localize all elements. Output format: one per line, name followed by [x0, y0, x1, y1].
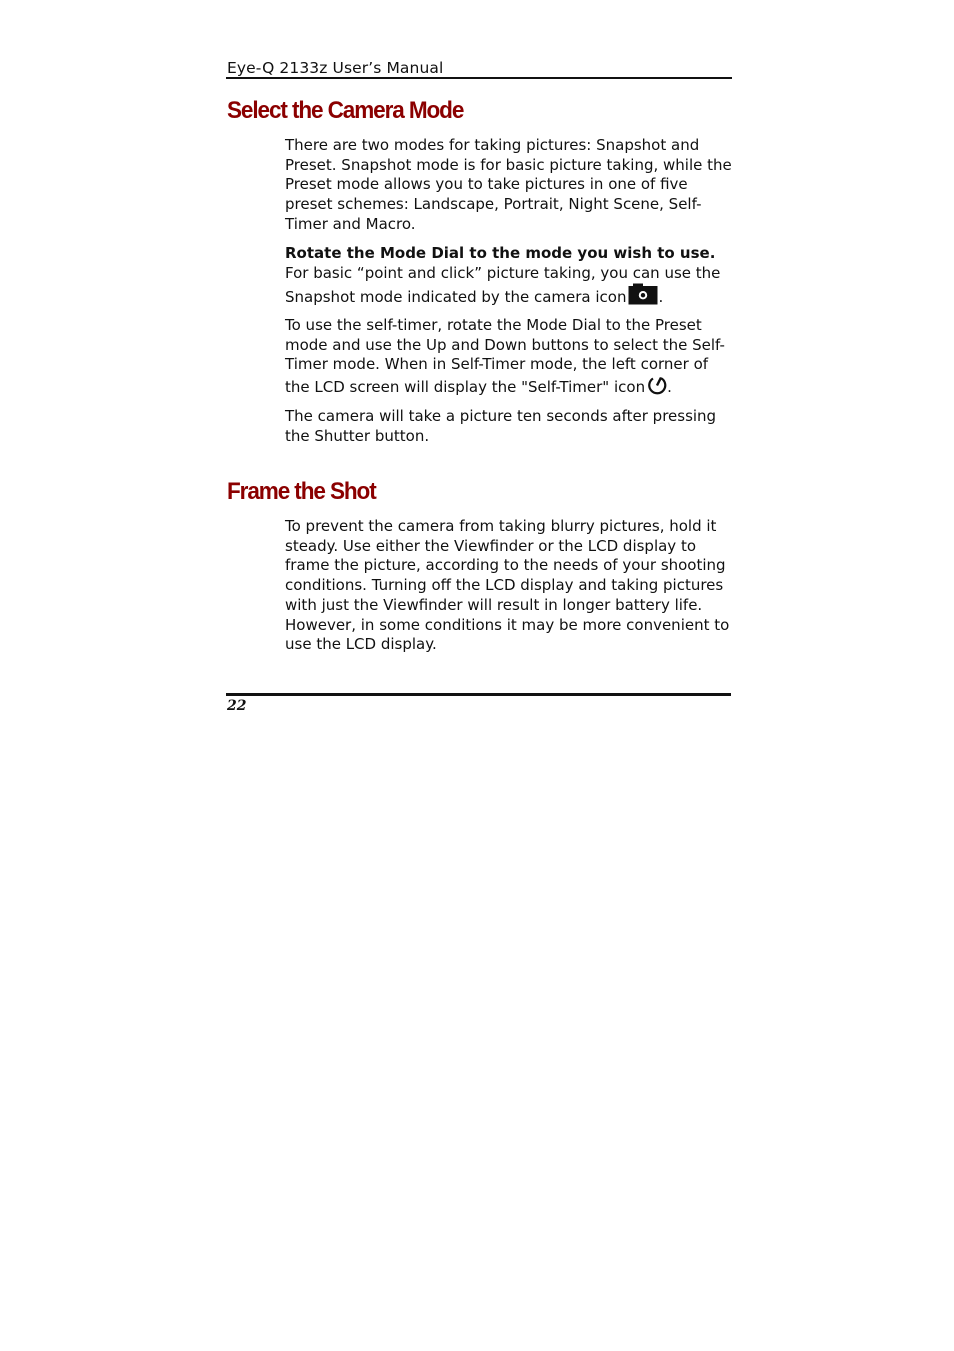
self-timer-text: To use the self-timer, rotate the Mode Dial to the Preset mode and use the Up and Down buttons to select the Self-Timer mode. When in Self-Timer mode, the left corner of the LCD screen will display the "Self-Timer" icon [285, 316, 725, 397]
page-number: 22 [227, 698, 247, 714]
paragraph-text: There are two modes for taking pictures: Snapshot and Preset. Snapshot mode is for basic picture taking, while the Preset mode allows you to take pictures in one of five preset schemes: Landscape, Portrait, Night Scene, Self-Timer and Macro. [285, 136, 732, 233]
self-timer-end: . [667, 378, 672, 397]
paragraph-text: To prevent the camera from taking blurry pictures, hold it steady. Use either the Viewfinder or the LCD display to frame the picture, according to the needs of your shooting conditions. Turning off the LCD display and taking pictures with just the Viewfinder will result in longer battery life. However, in some conditions it may be more convenient to use the LCD display. [285, 517, 730, 654]
section-heading-frame-shot: Frame the Shot [227, 478, 376, 505]
paragraph-shutter [285, 407, 735, 446]
running-header: Eye-Q 2133z User’s Manual [227, 59, 444, 77]
paragraph-text: The camera will take a picture ten seconds after pressing the Shutter button. [285, 407, 717, 445]
paragraph-rotate-dial [285, 244, 735, 311]
paragraph-frame-shot [285, 517, 735, 655]
header-rule [226, 77, 732, 79]
camera-icon [628, 283, 658, 311]
instruction-end: . [658, 288, 664, 307]
instruction-text: For basic “point and click” picture taking, you can use the Snapshot mode indicated by the camera icon [285, 263, 721, 307]
paragraph-self-timer [285, 316, 735, 401]
section-heading-camera-mode: Select the Camera Mode [227, 97, 464, 124]
footer-rule [226, 693, 731, 696]
instruction-bold: Rotate the Mode Dial to the mode you wish to use. [285, 244, 716, 262]
paragraph-modes-intro [285, 136, 735, 235]
self-timer-icon [647, 375, 667, 401]
